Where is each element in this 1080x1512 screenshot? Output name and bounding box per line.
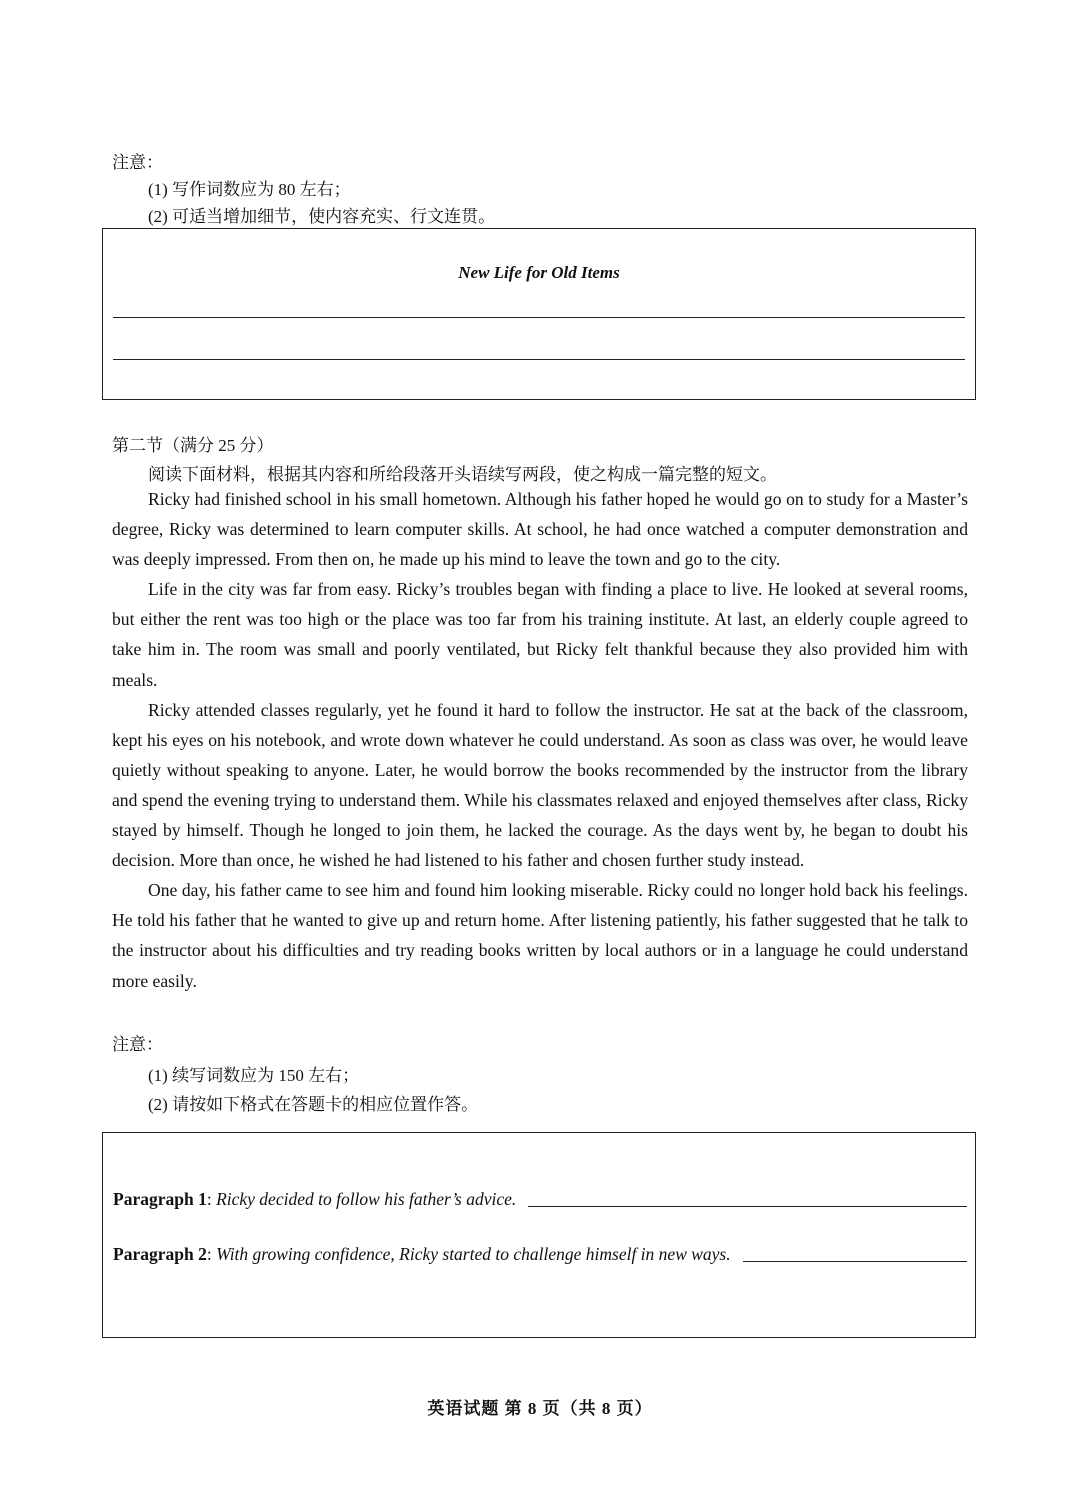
reading-passage — [112, 484, 968, 996]
writing-box-title: New Life for Old Items — [458, 263, 620, 282]
paragraph-2-label: Paragraph 2 — [113, 1244, 207, 1264]
writing-note-1: (1) 写作词数应为 80 左右； — [148, 180, 351, 199]
writing-note-2: (2) 可适当增加细节，使内容充实、行文连贯。 — [148, 207, 496, 226]
writing-answer-box — [102, 228, 976, 400]
paragraph-1-prompt: Paragraph 1 : Ricky decided to follow his father’s advice. — [113, 1189, 967, 1210]
section-instruction: 阅读下面材料，根据其内容和所给段落开头语续写两段，使之构成一篇完整的短文。 — [148, 465, 777, 484]
paragraph-1-opening: Ricky decided to follow his father’s advice. — [216, 1189, 517, 1209]
continuation-note-2: (2) 请按如下格式在答题卡的相应位置作答。 — [148, 1095, 479, 1114]
section-title: 第二节（满分 25 分） — [112, 436, 274, 455]
paragraph-1-label: Paragraph 1 — [113, 1189, 207, 1209]
page-footer: 英语试题 第 8 页（共 8 页） — [427, 1399, 653, 1418]
passage-paragraph: Ricky had finished school in his small hometown. Although his father hoped he would go on to study for a Master’s degree, Ricky was determined to learn computer skills. At school, he had once watched a computer demonstration and was deeply impressed. From then on, he made up his mind to leave the town and go to the city. — [112, 489, 968, 570]
paragraph-2-opening: With growing confidence, Ricky started to challenge himself in new ways. — [216, 1244, 731, 1264]
paragraph-2-prompt: Paragraph 2 : With growing confidence, Ricky started to challenge himself in new ways. — [113, 1244, 967, 1265]
continuation-notes-label: 注意： — [112, 1035, 163, 1054]
passage-paragraph: One day, his father came to see him and found him looking miserable. Ricky could no longer hold back his feelings. He told his father that he wanted to give up and return home. After listening patiently, his father suggested that he talk to the instructor about his difficulties and try reading books written by local authors or in a language he could understand more easily. — [112, 880, 968, 991]
continuation-note-1: (1) 续写词数应为 150 左右； — [148, 1066, 360, 1085]
paragraph-1-blank — [528, 1206, 967, 1207]
answer-line — [113, 317, 965, 318]
writing-notes-label: 注意： — [112, 153, 163, 172]
passage-paragraph: Life in the city was far from easy. Ricky’s troubles began with finding a place to live. He looked at several rooms, but either the rent was too high or the place was too far from his training institute. At last, an elderly couple agreed to take him in. The room was small and poorly ventilated, but Ricky felt thankful because they also provided him with meals. — [112, 579, 968, 690]
passage-paragraph: Ricky attended classes regularly, yet he found it hard to follow the instructor. He sat at the back of the classroom, kept his eyes on his notebook, and wrote down whatever he could understand. As soon as class was over, he would leave quietly without speaking to anyone. Later, he would borrow the books recommended by the instructor from the library and spend the evening trying to understand them. While his classmates relaxed and enjoyed themselves after class, Ricky stayed by himself. Though he longed to join them, he lacked the courage. As the days went by, he began to doubt his decision. More than once, he wished he had listened to his father and chosen further study instead. — [112, 699, 968, 871]
continuation-answer-box — [102, 1132, 976, 1338]
paragraph-2-blank — [743, 1261, 967, 1262]
answer-line — [113, 359, 965, 360]
